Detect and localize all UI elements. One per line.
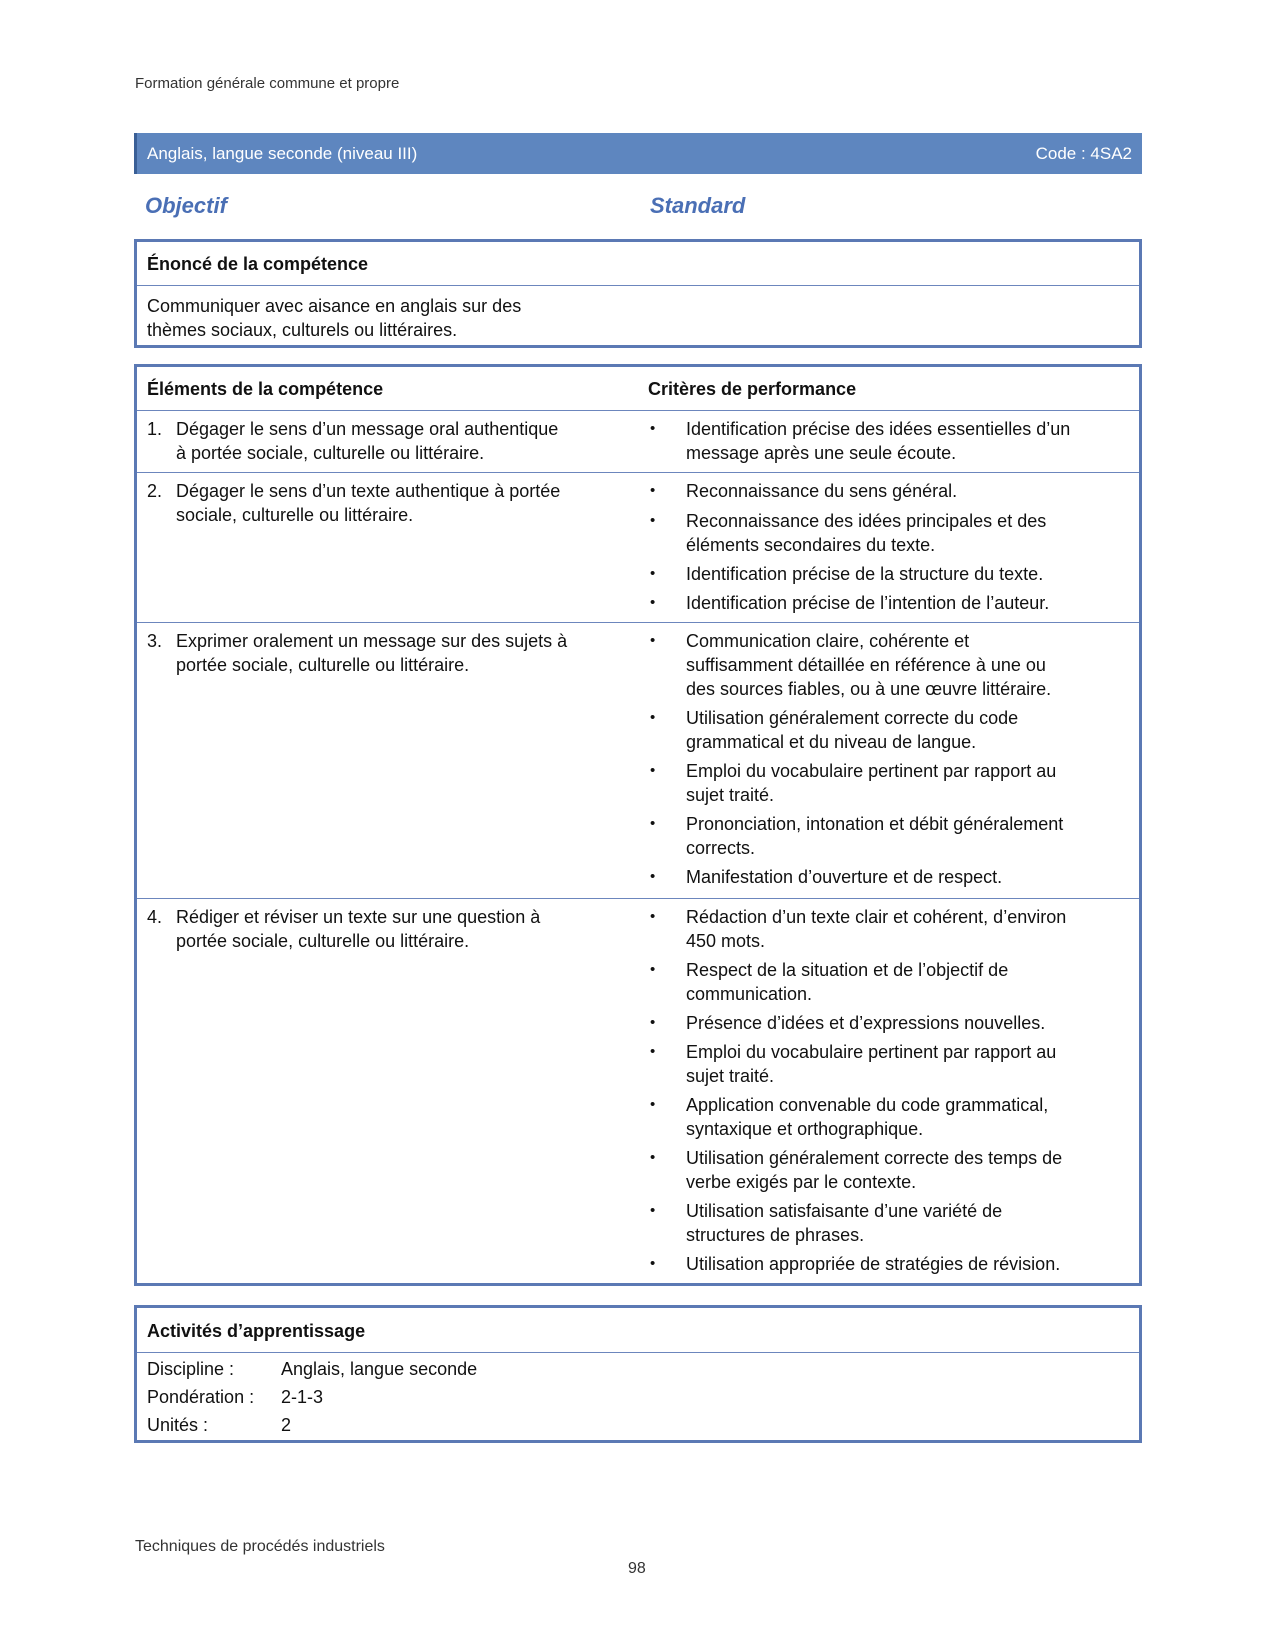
- criterion-line: Manifestation d’ouverture et de respect.: [686, 867, 1003, 887]
- criterion-line: Présence d’idées et d’expressions nouvelles.: [686, 1013, 1046, 1033]
- criterion-line: 450 mots.: [686, 931, 766, 951]
- element-text-line: Exprimer oralement un message sur des sujets à: [176, 631, 568, 651]
- criterion-line: suffisamment détaillée en référence à une ou: [686, 655, 1046, 675]
- element-number: 3.: [147, 631, 163, 651]
- bullet-icon: •: [650, 1043, 656, 1060]
- course-title: Anglais, langue seconde (niveau III): [147, 144, 418, 163]
- units-value: 2: [281, 1415, 292, 1435]
- criterion-line: structures de phrases.: [686, 1225, 865, 1245]
- criterion-line: Respect de la situation et de l’objectif de: [686, 960, 1009, 980]
- bullet-icon: •: [650, 482, 656, 499]
- row-divider: [137, 622, 1139, 623]
- criterion-line: Utilisation satisfaisante d’une variété de: [686, 1201, 1003, 1221]
- competence-label: Énoncé de la compétence: [147, 254, 369, 274]
- bullet-icon: •: [650, 594, 656, 611]
- objective-heading: Objectif: [145, 193, 227, 218]
- element-text-line: Dégager le sens d’un message oral authentique: [176, 419, 559, 439]
- activities-title: Activités d’apprentissage: [147, 1321, 366, 1341]
- row-divider: [137, 898, 1139, 899]
- criterion-line: sujet traité.: [686, 785, 775, 805]
- criterion-line: verbe exigés par le contexte.: [686, 1172, 917, 1192]
- criterion-line: sujet traité.: [686, 1066, 775, 1086]
- bullet-icon: •: [650, 512, 656, 529]
- element-text-line: portée sociale, culturelle ou littéraire.: [176, 931, 470, 951]
- criterion-line: Reconnaissance du sens général.: [686, 481, 958, 501]
- criterion-line: Reconnaissance des idées principales et des: [686, 511, 1047, 531]
- competence-statement-line: thèmes sociaux, culturels ou littéraires.: [147, 320, 458, 340]
- competence-table: [134, 364, 1142, 1286]
- weighting-label: Pondération :: [147, 1387, 255, 1407]
- bullet-icon: •: [650, 1202, 656, 1219]
- criterion-line: Emploi du vocabulaire pertinent par rapport au: [686, 1042, 1057, 1062]
- element-text-line: Dégager le sens d’un texte authentique à portée: [176, 481, 561, 501]
- weighting-value: 2-1-3: [281, 1387, 324, 1407]
- bullet-icon: •: [650, 961, 656, 978]
- course-code: Code : 4SA2: [1035, 144, 1132, 163]
- bullet-icon: •: [650, 632, 656, 649]
- bullet-icon: •: [650, 762, 656, 779]
- units-label: Unités :: [147, 1415, 209, 1435]
- bullet-icon: •: [650, 815, 656, 832]
- element-text-line: portée sociale, culturelle ou littéraire.: [176, 655, 470, 675]
- standard-heading: Standard: [650, 193, 746, 218]
- table-header-criteria: Critères de performance: [648, 379, 857, 399]
- discipline-label: Discipline :: [147, 1359, 235, 1379]
- activities-divider: [137, 1352, 1139, 1353]
- criterion-line: Utilisation appropriée de stratégies de révision.: [686, 1254, 1061, 1274]
- criterion-line: éléments secondaires du texte.: [686, 535, 936, 555]
- element-number: 2.: [147, 481, 163, 501]
- element-number: 1.: [147, 419, 163, 439]
- criterion-line: Communication claire, cohérente et: [686, 631, 970, 651]
- running-head: Formation générale commune et propre: [135, 75, 400, 92]
- element-text-line: Rédiger et réviser un texte sur une question à: [176, 907, 541, 927]
- element-text-line: à portée sociale, culturelle ou littéraire.: [176, 443, 485, 463]
- element-number: 4.: [147, 907, 163, 927]
- bullet-icon: •: [650, 420, 656, 437]
- criterion-line: grammatical et du niveau de langue.: [686, 732, 977, 752]
- criterion-line: Identification précise de l’intention de l’auteur.: [686, 593, 1050, 613]
- page-number: 98: [628, 1560, 646, 1577]
- criterion-line: communication.: [686, 984, 813, 1004]
- element-text-line: sociale, culturelle ou littéraire.: [176, 505, 414, 525]
- bullet-icon: •: [650, 709, 656, 726]
- bullet-icon: •: [650, 565, 656, 582]
- competence-box: [134, 239, 1142, 348]
- bullet-icon: •: [650, 868, 656, 885]
- criterion-line: Emploi du vocabulaire pertinent par rapport au: [686, 761, 1057, 781]
- criterion-line: message après une seule écoute.: [686, 443, 957, 463]
- discipline-value: Anglais, langue seconde: [281, 1359, 478, 1379]
- activities-box: [134, 1305, 1142, 1443]
- header-divider: [137, 410, 1139, 411]
- footer-program: Techniques de procédés industriels: [135, 1538, 385, 1555]
- criterion-line: Identification précise des idées essentielles d’un: [686, 419, 1071, 439]
- competence-statement-line: Communiquer avec aisance en anglais sur des: [147, 296, 522, 316]
- criterion-line: Prononciation, intonation et débit généralement: [686, 814, 1064, 834]
- criterion-line: Application convenable du code grammatical,: [686, 1095, 1049, 1115]
- criterion-line: Identification précise de la structure du texte.: [686, 564, 1044, 584]
- criterion-line: Rédaction d’un texte clair et cohérent, d’environ: [686, 907, 1067, 927]
- criterion-line: Utilisation généralement correcte du code: [686, 708, 1019, 728]
- criterion-line: Utilisation généralement correcte des temps de: [686, 1148, 1063, 1168]
- row-divider: [137, 472, 1139, 473]
- bullet-icon: •: [650, 908, 656, 925]
- criterion-line: corrects.: [686, 838, 756, 858]
- bullet-icon: •: [650, 1014, 656, 1031]
- criterion-line: syntaxique et orthographique.: [686, 1119, 924, 1139]
- competence-divider: [137, 285, 1139, 286]
- criterion-line: des sources fiables, ou à une œuvre littéraire.: [686, 679, 1052, 699]
- course-banner: [134, 133, 1142, 174]
- bullet-icon: •: [650, 1149, 656, 1166]
- bullet-icon: •: [650, 1096, 656, 1113]
- table-header-elements: Éléments de la compétence: [147, 379, 384, 399]
- bullet-icon: •: [650, 1255, 656, 1272]
